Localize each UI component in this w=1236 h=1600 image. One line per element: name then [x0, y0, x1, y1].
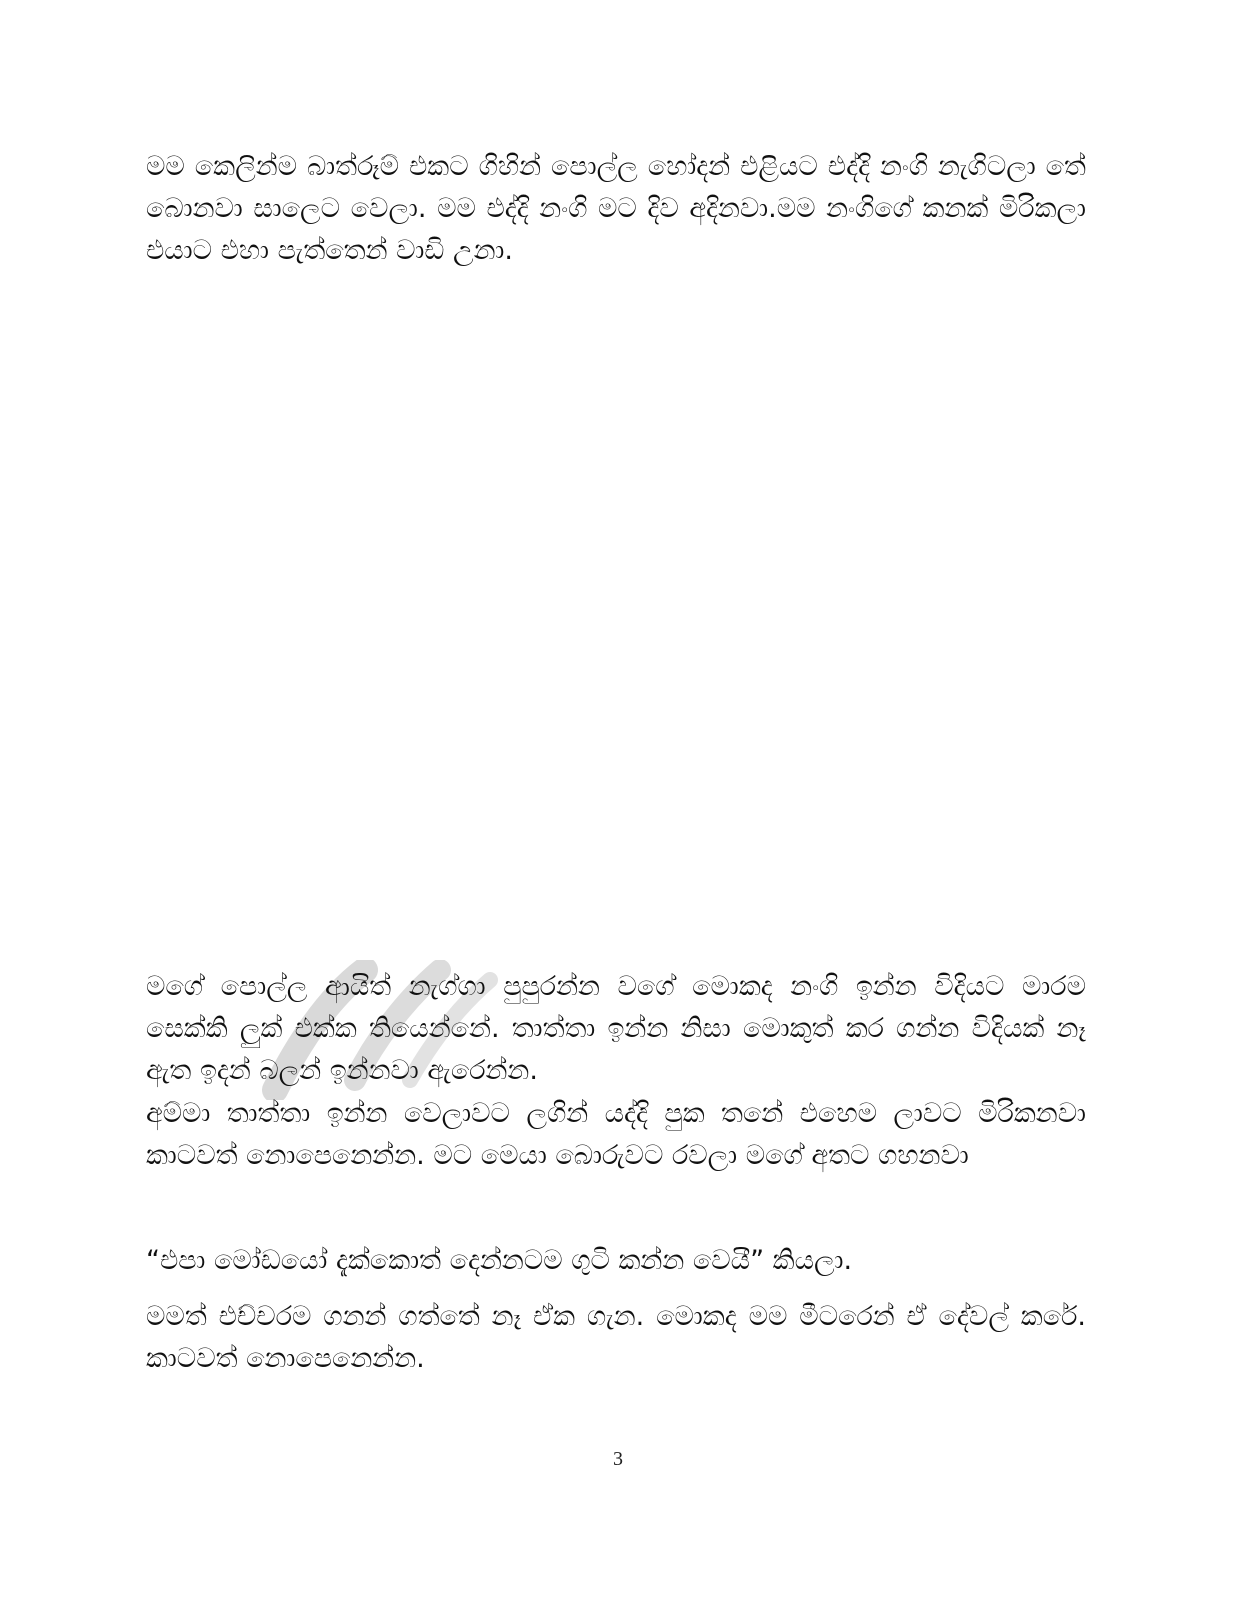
paragraph-4: “එපා මෝඩයෝ දැක්කොත් දෙන්නටම ගුටි කන්න වෙයී” කියලා. [146, 1245, 853, 1276]
paragraph-2: මගේ පොල්ල ආයිත් නැග්ගා පුපුරන්න වගේ මොකද නංගි ඉන්න විදියට මාරම සෙක්කි ලුක් එක්ක තියෙන්නේ. තාත්තා ඉන්න නිසා මොකුත් කර ගන්න විදියක් නෑ ඇත ඉදන් බලන් ඉන්නවා ඇරෙන්න. [146, 971, 1086, 1086]
paragraph-5: මමත් එච්චරම ගනන් ගත්තේ නෑ ඒක ගැන. මොකද මම මීටරෙන් ඒ දේවල් කරේ. කාටවත් නොපෙනෙන්න. [146, 1301, 1086, 1374]
paragraph-1: මම කෙලින්ම බාත්රූම් එකට ගිහින් පොල්ල හෝදන් එළියට එද්දි නංගි නැගිටලා තේ බොනවා සාලෙට වෙලා. මම එද්දි නංගි මට දිව අදිනවා.මම නංගිගේ කනක් මිරිකලා එයාට එහා පැත්තෙන් වාඩි උනා. [146, 151, 1086, 266]
page-number: 3 [613, 1448, 623, 1470]
paragraph-3: අම්මා තාත්තා ඉන්න වෙලාවට ලගින් යද්දි පුක තනේ එහෙම ලාවට මිරිකනවා කාටවත් නොපෙනෙන්න. මට මෙයා බොරුවට රවලා මගේ අතට ගහනවා [146, 1098, 1086, 1171]
